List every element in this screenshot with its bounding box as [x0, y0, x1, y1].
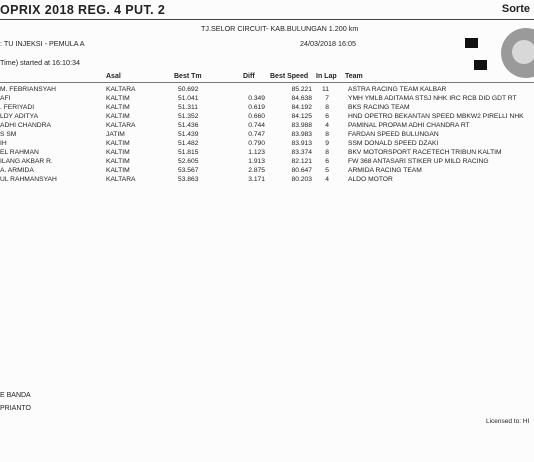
- best-speed: 83.374: [291, 149, 312, 156]
- sorted-label: Sorte: [501, 3, 530, 15]
- best-speed: 80.647: [291, 167, 312, 174]
- table-row: [0, 131, 534, 140]
- column-header-diff: Diff: [243, 73, 255, 80]
- rider-name: . FERIYADI: [0, 104, 35, 111]
- rider-name: S SM: [0, 131, 17, 138]
- table-row: [0, 176, 534, 185]
- best-speed: 83.983: [291, 131, 312, 138]
- diff: 1.913: [248, 158, 265, 165]
- best-speed: 82.121: [291, 158, 312, 165]
- column-header-asal: Asal: [106, 73, 121, 80]
- team: FARDAN SPEED BULUNGAN: [348, 131, 439, 138]
- best-speed: 85.221: [291, 86, 312, 93]
- rider-name: A. ARMIDA: [0, 167, 34, 174]
- best-time: 53.863: [178, 176, 199, 183]
- black-mark: [474, 60, 487, 70]
- rider-name: IH: [0, 140, 7, 147]
- team: BKV MOTORSPORT RACETECH TRIBUN KALTIM: [348, 149, 502, 156]
- diff: 1.123: [248, 149, 265, 156]
- rider-origin: KALTIM: [106, 167, 130, 174]
- diff: 0.747: [248, 131, 265, 138]
- in-lap: 8: [325, 104, 329, 111]
- footer-line-2: PRIANTO: [0, 405, 31, 412]
- diff: 2.875: [248, 167, 265, 174]
- table-row: [0, 122, 534, 131]
- rider-origin: KALTIM: [106, 104, 130, 111]
- rider-origin: KALTIM: [106, 113, 130, 120]
- header-rule: [0, 19, 534, 20]
- in-lap: 7: [325, 95, 329, 102]
- rider-origin: KALTIM: [106, 149, 130, 156]
- rider-name: AFI: [0, 95, 11, 102]
- diff: 0.349: [248, 95, 265, 102]
- best-time: 53.567: [178, 167, 199, 174]
- team: PAMINAL PROPAM ADHI CHANDRA RT: [348, 122, 470, 129]
- rider-name: EL RAHMAN: [0, 149, 39, 156]
- in-lap: 4: [325, 122, 329, 129]
- table-row: [0, 140, 534, 149]
- in-lap: 6: [325, 113, 329, 120]
- diff: 0.660: [248, 113, 265, 120]
- team: SSM DONALD SPEED DZAKI: [348, 140, 439, 147]
- rider-origin: KALTARA: [106, 176, 136, 183]
- table-row: [0, 95, 534, 104]
- table-row: [0, 149, 534, 158]
- team: ASTRA RACING TEAM KALBAR: [348, 86, 447, 93]
- best-speed: 84.125: [291, 113, 312, 120]
- in-lap: 9: [325, 140, 329, 147]
- rider-origin: KALTARA: [106, 122, 136, 129]
- diff: 3.171: [248, 176, 265, 183]
- table-row: [0, 104, 534, 113]
- rider-origin: JATIM: [106, 131, 125, 138]
- rider-origin: KALTIM: [106, 158, 130, 165]
- in-lap: 4: [325, 176, 329, 183]
- in-lap: 8: [325, 131, 329, 138]
- best-time: 51.439: [178, 131, 199, 138]
- team: HND OPETRO BEKANTAN SPEED MBKW2 PIRELLI NHK: [348, 113, 524, 120]
- event-title: OPRIX 2018 REG. 4 PUT. 2: [0, 3, 166, 17]
- rider-name: ILANG AKBAR R.: [0, 158, 53, 165]
- column-header-rule: [0, 82, 534, 83]
- best-time: 51.482: [178, 140, 199, 147]
- best-time: 50.692: [178, 86, 199, 93]
- in-lap: 8: [325, 149, 329, 156]
- best-time: 51.311: [178, 104, 198, 111]
- column-header-in-lap: In Lap: [316, 73, 337, 80]
- in-lap: 6: [325, 158, 329, 165]
- diff: 0.790: [248, 140, 265, 147]
- rider-name: LDY ADITYA: [0, 113, 39, 120]
- best-time: 51.436: [178, 122, 199, 129]
- best-time: 51.352: [178, 113, 199, 120]
- best-time: 51.041: [178, 95, 199, 102]
- black-mark: [465, 38, 478, 48]
- diff: 0.619: [248, 104, 265, 111]
- team: FW 368 ANTASARI STIKER UP MILD RACING: [348, 158, 489, 165]
- rider-origin: KALTARA: [106, 86, 136, 93]
- rider-origin: KALTIM: [106, 95, 130, 102]
- rider-name: UL RAHMANSYAH: [0, 176, 57, 183]
- rider-name: M. FEBRIANSYAH: [0, 86, 56, 93]
- rider-name: ADHI CHANDRA: [0, 122, 51, 129]
- team: ARMIDA RACING TEAM: [348, 167, 422, 174]
- team: YMH YMLB ADITAMA STSJ NHK IRC RCB DID GDT RT: [348, 95, 517, 102]
- license-text: Licensed to: HI: [486, 418, 530, 425]
- team: BKS RACING TEAM: [348, 104, 410, 111]
- best-speed: 84.638: [291, 95, 312, 102]
- rider-origin: KALTIM: [106, 140, 130, 147]
- column-header-best-speed: Best Speed: [270, 73, 309, 80]
- start-time: Time) started at 16:10:34: [0, 58, 81, 67]
- circuit-info: TJ.SELOR CIRCUIT- KAB.BULUNGAN 1.200 km: [201, 24, 359, 33]
- best-speed: 83.913: [291, 140, 312, 147]
- column-header-team: Team: [345, 73, 363, 80]
- datetime: 24/03/2018 16:05: [300, 39, 356, 48]
- diff: 0.744: [248, 122, 265, 129]
- in-lap: 5: [325, 167, 329, 174]
- best-time: 51.815: [178, 149, 199, 156]
- best-time: 52.605: [178, 158, 199, 165]
- table-row: [0, 158, 534, 167]
- class-name: : TU INJEKSI - PEMULA A: [0, 39, 85, 48]
- stamp-circle-inner: [512, 40, 534, 64]
- table-row: [0, 167, 534, 176]
- best-speed: 80.203: [291, 176, 312, 183]
- in-lap: 11: [322, 86, 329, 93]
- best-speed: 83.988: [291, 122, 312, 129]
- column-header-best-time: Best Tm: [174, 73, 202, 80]
- footer-line-1: E BANDA: [0, 392, 31, 399]
- team: ALDO MOTOR: [348, 176, 393, 183]
- best-speed: 84.192: [291, 104, 312, 111]
- table-row: [0, 113, 534, 122]
- table-row: [0, 86, 534, 95]
